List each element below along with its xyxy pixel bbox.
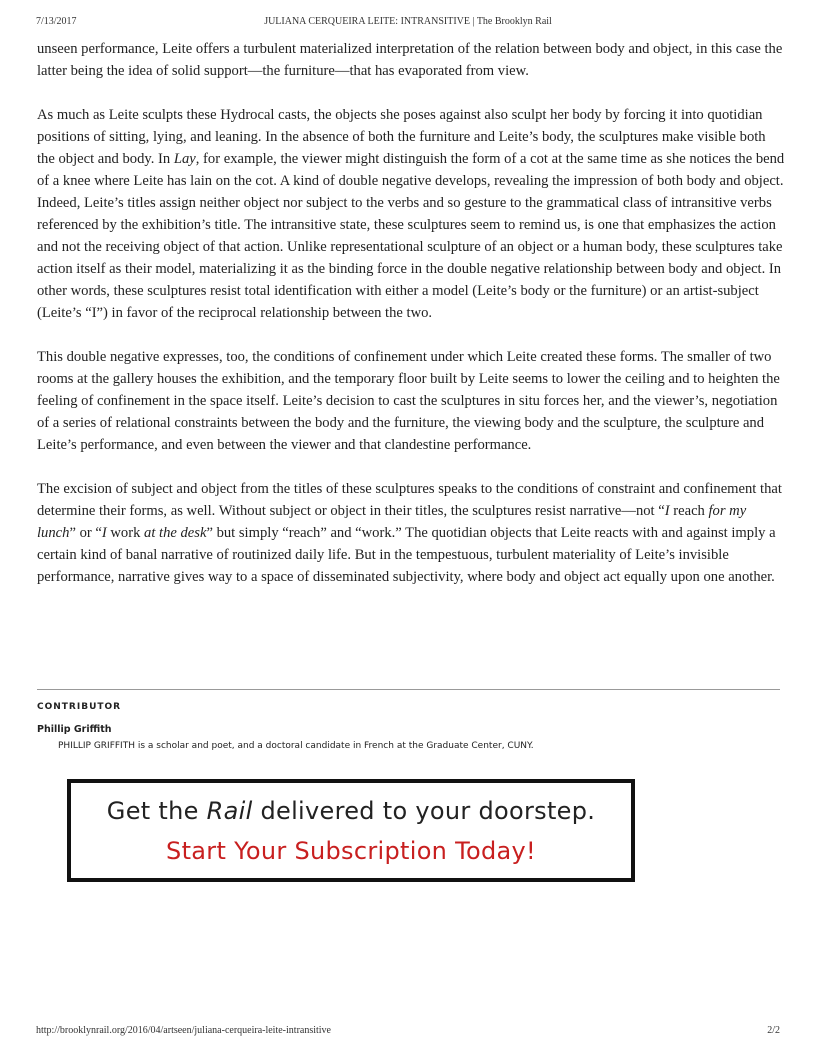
section-divider [37,689,780,690]
text-span: Get the [106,797,207,825]
footer-url: http://brooklynrail.org/2016/04/artseen/juliana-cerqueira-leite-intransitive [36,1025,331,1036]
ad-subscribe-cta[interactable]: Start Your Subscription Today! [166,837,536,865]
ad-rail-emphasis: Rail [206,797,253,825]
contributor-bio: PHILLIP GRIFFITH is a scholar and poet, and a doctoral candidate in French at the Graduate Center, CUNY. [58,741,534,751]
text-span: work [106,525,145,541]
contributor-name-link[interactable]: Phillip Griffith [37,724,112,735]
emphasis-at-the-desk: at the desk [144,525,207,541]
article-paragraph-4 [37,478,785,588]
text-span: As much as Leite sculpts these Hydrocal casts, the objects she poses against also sculpt her body by forcing it into quotidian positions of sitting, lying, and leaning. In the absence of both the furniture and Leite’s body, the sculptures make visible both the object and body. In [37,107,766,167]
subscription-ad-banner[interactable] [67,779,635,882]
header-date: 7/13/2017 [36,16,77,27]
emphasis-i: I [664,503,670,519]
ad-headline [71,797,631,825]
contributor-heading: CONTRIBUTOR [37,702,122,712]
article-body [37,38,785,610]
emphasis-i: I [101,525,107,541]
text-span: The excision of subject and object from the titles of these sculptures speaks to the conditions of constraint and confinement that determine their forms, as well. Without subject or object in their titles, the sculptures resist narrative—not “ [37,481,782,519]
article-paragraph-2 [37,104,785,324]
text-span: ” or “ [69,525,102,541]
text-span: , for example, the viewer might distinguish the form of a cot at the same time as she notices the bend of a knee where Leite has lain on the cot. A kind of double negative develops, revealing the impression of both body and object. Indeed, Leite’s titles assign neither object nor subject to the verbs and so gesture to the grammatical class of intransitive verbs referenced by the exhibition’s title. The intransitive state, these sculptures seem to remind us, is one that emphasizes the action and not the receiving object of that action. Unlike representational sculpture of an object or a human body, these sculptures take action itself as their model, materializing it as the binding force in the double negative relationship between body and object. In other words, these sculptures resist total identification with either a model (Leite’s body or the furniture) or an artist-subject (Leite’s “I”) in favor of the reciprocal relationship between the two. [37,151,785,321]
artwork-title-lay: Lay [173,151,196,167]
header-title: JULIANA CERQUEIRA LEITE: INTRANSITIVE | The Brooklyn Rail [264,16,552,27]
text-span: reach [669,503,709,519]
emphasis-for-my-lunch: for my lunch [37,503,747,541]
text-span: ” but simply “reach” and “work.” The quotidian objects that Leite reacts with and against imply a certain kind of banal narrative of routinized daily life. But in the tempestuous, turbulent materiality of Leite’s invisible performance, narrative gives way to a space of disseminated subjectivity, where body and object act equally upon one another. [37,525,776,585]
text-span: delivered to your doorstep. [252,797,596,825]
article-paragraph-1: unseen performance, Leite offers a turbulent materialized interpretation of the relation between body and object, in this case the latter being the idea of solid support—the furniture—that has evaporated from view. [37,41,783,79]
footer-page-number: 2/2 [767,1025,780,1036]
article-paragraph-3: This double negative expresses, too, the conditions of confinement under which Leite created these forms. The smaller of two rooms at the gallery houses the exhibition, and the temporary floor built by Leite seems to lower the ceiling and to heighten the feeling of confinement in the space itself. Leite’s decision to cast the sculptures in situ forces her, and the viewer’s, negotiation of a series of relational constraints between the body and the furniture, the viewing body and the sculpture, the sculpture and Leite’s performance, and even between the viewer and that clandestine performance. [37,349,780,453]
